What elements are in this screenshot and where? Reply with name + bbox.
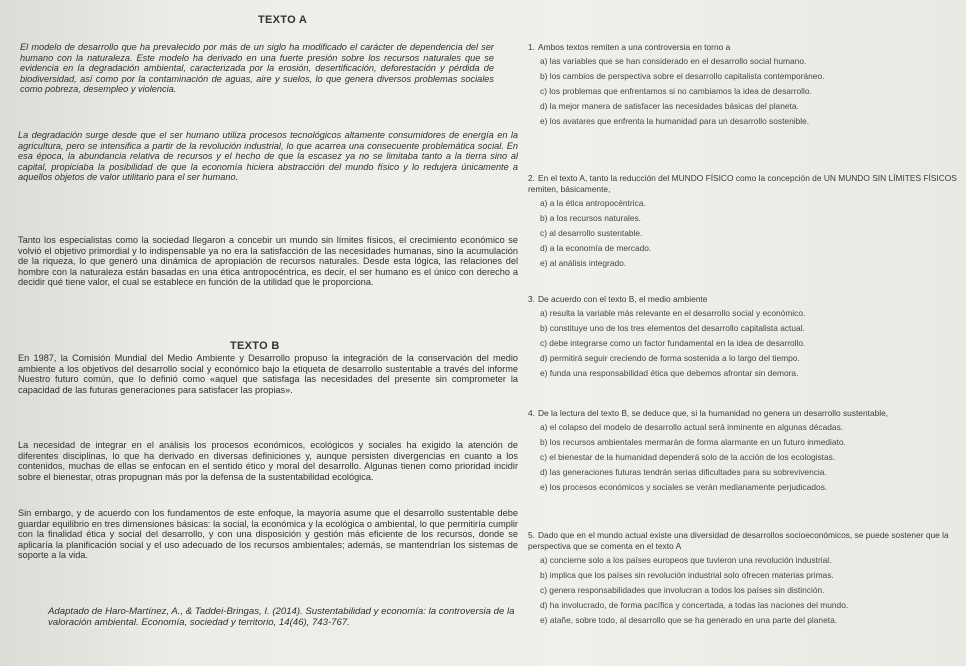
option-c[interactable]: c) al desarrollo sustentable. <box>540 228 643 238</box>
option-e[interactable]: e) los avatares que enfrenta la humanidad para un desarrollo sostenible. <box>540 116 810 126</box>
option-c[interactable]: c) los problemas que enfrentamos si no cambiamos la idea de desarrollo. <box>540 86 812 96</box>
text-b-paragraph-3: Sin embargo, y de acuerdo con los fundamentos de este enfoque, la mayoría asume que el desarrollo sustentable debe guardar equilibrio en tres dimensiones básicas: la social, la económica y la ecológica o ambiental, lo que permitiría cumplir con la finalidad ética y social del desarrollo, y con una disposición y gestión más eficiente de los recursos, donde se aplicaría la planificación social y el uso adecuado de los recursos ambientales; además, se mantendrían los sistemas de soporte a la vida. <box>18 508 518 561</box>
option-e[interactable]: e) atañe, sobre todo, al desarrollo que se ha generado en una parte del planeta. <box>540 615 838 625</box>
option-e[interactable]: e) los procesos económicos y sociales se verán medianamente perjudicados. <box>540 482 828 492</box>
text-a-paragraph-2: La degradación surge desde que el ser humano utiliza procesos tecnológicos altamente consumidores de energía en la agricultura, pero se intensifica a partir de la revolución industrial, lo que acarrea una consecuente problemática social. En esa época, la abundancia relativa de recursos y el hecho de que la escasez ya no se limitaba tanto a la tierra sino al capital, propiciaba la posibilidad de que la economía hiciera abstracción del mundo físico y lo redujera únicamente a aquellos objetos de valor utilitario para el ser humano. <box>18 130 518 183</box>
option-e[interactable]: e) funda una responsabilidad ética que debemos afrontar sin demora. <box>540 368 799 378</box>
option-d[interactable]: d) ha involucrado, de forma pacífica y concertada, a todas las naciones del mundo. <box>540 600 849 610</box>
option-a[interactable]: a) las variables que se han considerado en el desarrollo social humano. <box>540 56 807 66</box>
question-stem: 3. De acuerdo con el texto B, el medio ambiente <box>528 294 708 304</box>
option-d[interactable]: d) las generaciones futuras tendrán serias dificultades para su sobrevivencia. <box>540 467 827 477</box>
option-b[interactable]: b) a los recursos naturales. <box>540 213 642 223</box>
text-a-paragraph-3: Tanto los especialistas como la sociedad llegaron a concebir un mundo sin límites físicos, el crecimiento económico se volvió el objetivo primordial y lo indispensable ya no era la satisfacción de las necesidades humanas, sino la acumulación de la riqueza, lo que generó una dinámica de apropiación de recursos naturales. Desde esta lógica, las relaciones del hombre con la naturaleza están basadas en una ética antropocéntrica, es decir, el ser humano es el único con derecho a decidir qué tiene valor, el cual se establece en función de la utilidad que le proporciona. <box>18 235 518 288</box>
option-a[interactable]: a) concierne solo a los países europeos que tuvieron una revolución industrial. <box>540 555 832 565</box>
question-4 <box>528 408 958 497</box>
text-b-title: TEXTO B <box>230 340 280 352</box>
question-1 <box>528 42 958 131</box>
option-c[interactable]: c) genera responsabilidades que involucran a todos los países sin distinción. <box>540 585 825 595</box>
question-5 <box>528 530 958 630</box>
text-b-paragraph-2: La necesidad de integrar en el análisis los procesos económicos, ecológicos y sociales ha exigido la atención de diferentes disciplinas, lo que ha derivado en diversas definiciones y, aunque persisten divergencias en cuanto a los contenidos, muchas de ellas se enfocan en el sentido ético y moral del desarrollo. Algunas tienen como prioridad incidir sobre el bienestar, otras propugnan más por la defensa de la sustentabilidad ecológica. <box>18 440 518 482</box>
option-b[interactable]: b) los recursos ambientales mermarán de forma alarmante en un futuro inmediato. <box>540 437 846 447</box>
question-stem: 5. Dado que en el mundo actual existe una diversidad de desarrollos socioeconómicos, se puede sostener que la perspectiva que se comenta en el texto A <box>528 530 949 551</box>
option-a[interactable]: a) el colapso del modelo de desarrollo actual será inminente en algunas décadas. <box>540 422 844 432</box>
question-3 <box>528 294 958 383</box>
option-b[interactable]: b) los cambios de perspectiva sobre el desarrollo capitalista contemporáneo. <box>540 71 825 81</box>
option-c[interactable]: c) el bienestar de la humanidad dependerá solo de la acción de los ecologistas. <box>540 452 836 462</box>
option-e[interactable]: e) al análisis integrado. <box>540 258 627 268</box>
question-stem: 2. En el texto A, tanto la reducción del MUNDO FÍSICO como la concepción de UN MUNDO SIN LÍMITES FÍSICOS remiten, básicamente, <box>528 173 957 194</box>
option-d[interactable]: d) a la economía de mercado. <box>540 243 652 253</box>
text-b-paragraph-1: En 1987, la Comisión Mundial del Medio Ambiente y Desarrollo propuso la integración de la conservación del medio ambiente a los objetivos del desarrollo social y económico bajo la etiqueta de desarrollo sustentable a través del informe Nuestro futuro común, que lo definió como «aquel que satisfaga las necesidades del presente sin comprometer la capacidad de las futuras generaciones para satisfacer las propias». <box>18 353 518 395</box>
text-a-title: TEXTO A <box>258 14 308 26</box>
option-a[interactable]: a) resulta la variable más relevante en el desarrollo social y económico. <box>540 308 806 318</box>
option-d[interactable]: d) la mejor manera de satisfacer las necesidades básicas del planeta. <box>540 101 799 111</box>
question-stem: 1. Ambos textos remiten a una controversia en torno a <box>528 42 731 52</box>
source-citation: Adaptado de Haro-Martínez, A., & Taddei-Bringas, I. (2014). Sustentabilidad y economía: la controversia de la valoración ambiental. Economía, sociedad y territorio, 14(46), 743-767. <box>48 606 515 628</box>
question-2 <box>528 173 958 273</box>
option-d[interactable]: d) permitirá seguir creciendo de forma sostenida a lo largo del tiempo. <box>540 353 800 363</box>
text-a-paragraph-1: El modelo de desarrollo que ha prevalecido por más de un siglo ha modificado el carácter de dependencia del ser humano con la naturaleza. Este modelo ha derivado en una fuerte presión sobre los recursos naturales que se evidencia en la degradación ambiental, caracterizada por la erosión, desertificación, deforestación y pérdida de biodiversidad, así como por la contaminación de aguas, aire y suelos, lo que genera diversos problemas sociales como pobreza, desempleo y violencia. <box>20 42 494 95</box>
option-a[interactable]: a) a la ética antropocéntrica. <box>540 198 646 208</box>
option-b[interactable]: b) constituye uno de los tres elementos del desarrollo capitalista actual. <box>540 323 805 333</box>
option-c[interactable]: c) debe integrarse como un factor fundamental en la idea de desarrollo. <box>540 338 806 348</box>
question-stem: 4. De la lectura del texto B, se deduce que, si la humanidad no genera un desarrollo sustentable, <box>528 408 889 418</box>
option-b[interactable]: b) implica que los países sin revolución industrial solo ofrecen materias primas. <box>540 570 834 580</box>
